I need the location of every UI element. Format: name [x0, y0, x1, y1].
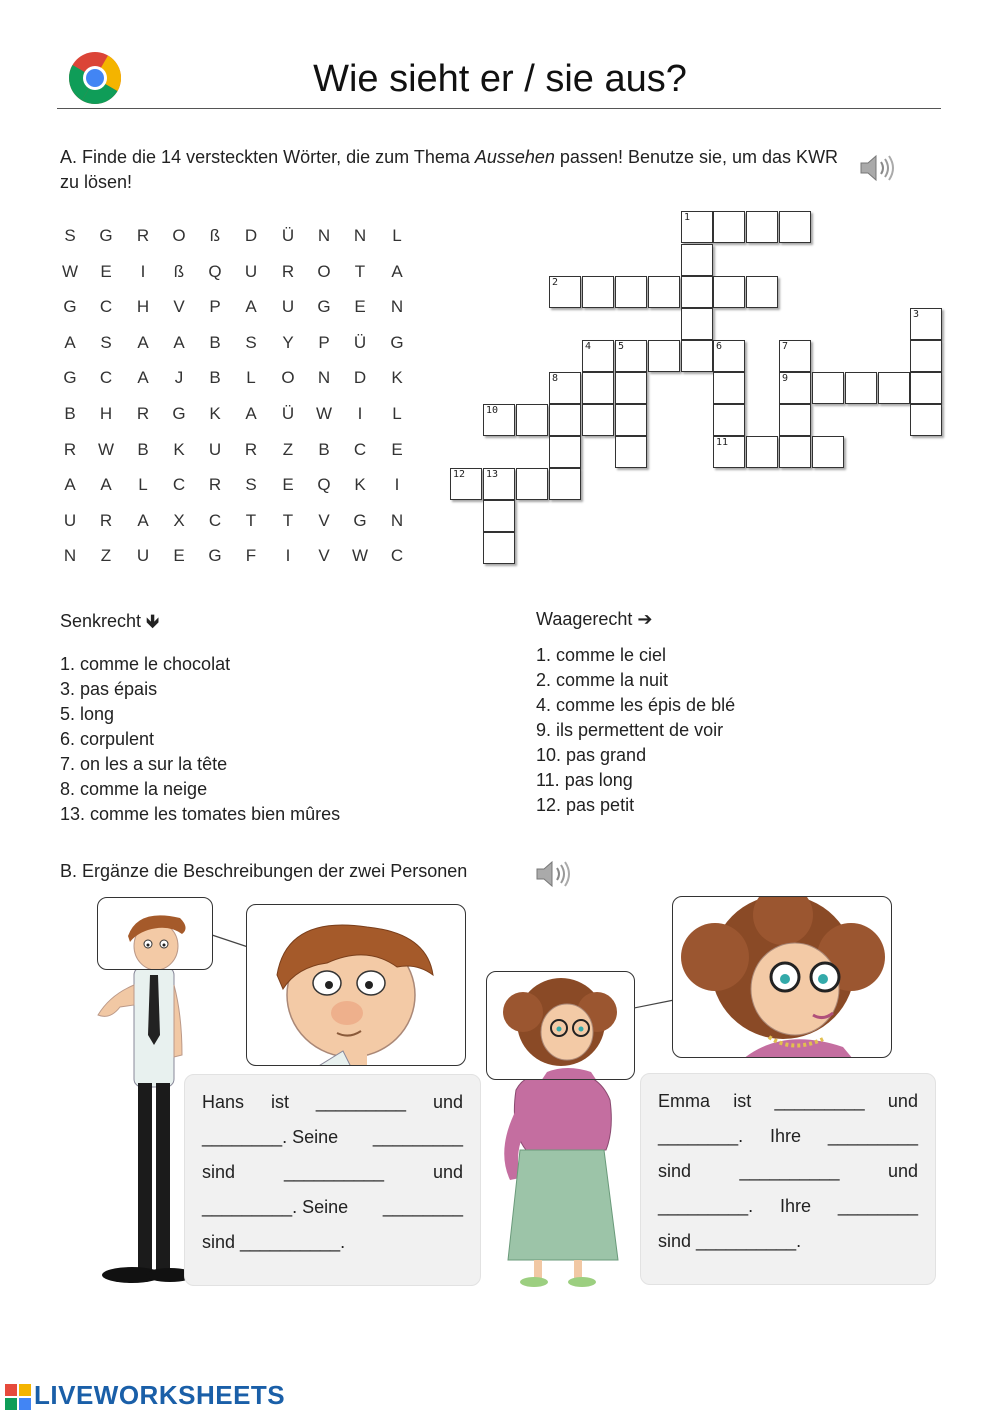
blank-input[interactable]: sind __________.: [202, 1232, 346, 1252]
speaker-icon[interactable]: [533, 858, 573, 890]
blank-input[interactable]: _________: [315, 1092, 407, 1112]
word-search-letter[interactable]: E: [391, 439, 403, 459]
crossword-number: 5: [618, 341, 625, 352]
liveworksheets-logo-icon: [5, 1384, 31, 1410]
word-search-letter[interactable]: G: [99, 226, 113, 245]
word-search-letter[interactable]: B: [209, 368, 221, 388]
word-search-letter[interactable]: E: [354, 297, 366, 317]
crossword-number: 7: [782, 341, 789, 352]
hans-face-closeup: [246, 904, 466, 1066]
crossword-cell[interactable]: [549, 404, 581, 436]
word-search-letter[interactable]: U: [244, 261, 258, 281]
blank-input[interactable]: __________: [739, 1161, 840, 1181]
word-search-letter[interactable]: C: [208, 510, 222, 530]
crossword-cell[interactable]: [615, 372, 647, 404]
emma-line-1: [658, 1084, 918, 1119]
word-search-letter[interactable]: D: [353, 368, 367, 388]
crossword-cell[interactable]: [615, 276, 647, 308]
hans-line-3: [202, 1155, 463, 1190]
crossword-number: 2: [552, 277, 559, 288]
word-search-letter[interactable]: W: [97, 439, 115, 459]
word-search-letter[interactable]: A: [64, 332, 76, 352]
text: Emma: [658, 1091, 711, 1111]
crossword-cell[interactable]: [878, 372, 910, 404]
word-search-letter[interactable]: D: [244, 226, 258, 245]
word-search-letter[interactable]: O: [281, 368, 295, 388]
word-search-letter[interactable]: C: [353, 439, 367, 459]
emma-head-thumbnail: [486, 971, 635, 1080]
crossword-cell[interactable]: [582, 404, 614, 436]
word-search-letter[interactable]: Q: [317, 475, 331, 495]
word-search-letter[interactable]: Ü: [281, 404, 295, 423]
crossword-cell[interactable]: [615, 404, 647, 436]
word-search-letter[interactable]: N: [390, 510, 404, 530]
instruction-text-2: passen! Benutze sie, um das KWR zu lösen!: [60, 147, 839, 192]
word-search-letter[interactable]: T: [282, 510, 294, 530]
crossword-cell[interactable]: [779, 372, 811, 404]
instruction-text-1: A. Finde die 14 versteckten Wörter, die zum Thema: [60, 147, 475, 167]
hans-line-1: [202, 1085, 463, 1120]
section-b-instruction: B. Ergänze die Beschreibungen der zwei Personen: [60, 861, 468, 881]
word-search-letter[interactable]: V: [173, 297, 185, 317]
crossword-cell[interactable]: [549, 468, 581, 500]
crossword-cell[interactable]: [681, 340, 713, 372]
word-search-letter[interactable]: E: [173, 546, 185, 566]
crossword-cell[interactable]: [910, 308, 942, 340]
down-arrow-icon: 🡻: [146, 611, 159, 631]
word-search-letter[interactable]: R: [136, 404, 150, 423]
section-a-instruction: [60, 145, 850, 195]
word-search-letter[interactable]: G: [63, 297, 77, 317]
word-search-letter[interactable]: R: [136, 226, 150, 245]
crossword-cell[interactable]: [450, 468, 482, 500]
page-title: Wie sieht er / sie aus?: [313, 58, 687, 100]
word-search-letter[interactable]: S: [245, 475, 257, 495]
crossword-cell[interactable]: [910, 340, 942, 372]
word-search-letter[interactable]: A: [64, 475, 76, 495]
blank-input[interactable]: __________: [283, 1162, 385, 1182]
blank-input[interactable]: ________: [382, 1197, 463, 1217]
crossword-cell[interactable]: [615, 436, 647, 468]
crossword-cell[interactable]: [779, 340, 811, 372]
crossword-number: 6: [716, 341, 723, 352]
crossword-number: 1: [684, 212, 691, 223]
word-search-letter[interactable]: O: [172, 226, 186, 245]
word-search-letter[interactable]: A: [137, 332, 149, 352]
word-search-letter[interactable]: Ü: [281, 226, 295, 245]
text: Hans: [202, 1092, 245, 1112]
crossword-cell[interactable]: [746, 436, 778, 468]
clue-item: 1. comme le ciel: [536, 645, 667, 665]
word-search-letter[interactable]: V: [318, 510, 330, 530]
clue-item: 8. comme la neige: [60, 779, 208, 799]
clue-item: 2. comme la nuit: [536, 670, 669, 690]
word-search-letter[interactable]: B: [209, 332, 221, 352]
word-search-letter[interactable]: A: [137, 368, 149, 388]
crossword-cell[interactable]: [779, 211, 811, 243]
crossword-number: 10: [486, 405, 499, 416]
text: sind: [202, 1162, 236, 1182]
blank-input[interactable]: _________.: [658, 1196, 754, 1216]
crossword-cell[interactable]: [681, 276, 713, 308]
blank-input[interactable]: _________: [774, 1091, 865, 1111]
word-search-letter[interactable]: C: [390, 546, 404, 566]
word-search-letter[interactable]: N: [63, 546, 77, 566]
crossword-cell[interactable]: [681, 211, 713, 243]
word-search-letter[interactable]: Z: [100, 546, 112, 566]
word-search-letter[interactable]: H: [136, 297, 150, 317]
crossword-number: 12: [453, 469, 466, 480]
word-search-letter[interactable]: ß: [209, 226, 221, 245]
hans-line-2: [202, 1120, 463, 1155]
crossword-cell[interactable]: [681, 244, 713, 276]
word-search-letter[interactable]: W: [61, 261, 79, 281]
footer-brand: [5, 1380, 285, 1411]
text: und: [432, 1092, 463, 1112]
crossword-cell[interactable]: [681, 308, 713, 340]
crossword-cell[interactable]: [483, 404, 515, 436]
crossword-number: 11: [716, 437, 729, 448]
clue-item: 4. comme les épis de blé: [536, 695, 736, 715]
word-search-letter[interactable]: I: [285, 546, 291, 566]
word-search-letter[interactable]: L: [392, 226, 402, 245]
clue-item: 11. pas long: [536, 770, 633, 790]
text: und: [432, 1162, 463, 1182]
word-search-letter[interactable]: B: [64, 404, 76, 423]
emma-line-2: [658, 1119, 918, 1154]
word-search-letter[interactable]: B: [318, 439, 330, 459]
crossword-cell[interactable]: [910, 404, 942, 436]
word-search-letter[interactable]: U: [136, 546, 150, 566]
crossword-cell[interactable]: [746, 211, 778, 243]
word-search-letter[interactable]: R: [281, 261, 295, 281]
crossword-cell[interactable]: [648, 340, 680, 372]
clue-item: 6. corpulent: [60, 729, 155, 749]
clue-item: 12. pas petit: [536, 795, 635, 815]
word-search-letter[interactable]: S: [100, 332, 112, 352]
hans-face-large: [247, 905, 466, 1066]
word-search-letter[interactable]: N: [390, 297, 404, 317]
word-search-letter[interactable]: K: [354, 475, 366, 495]
blank-input[interactable]: ________. Seine: [202, 1127, 339, 1147]
word-search-letter[interactable]: W: [315, 404, 333, 423]
word-search-letter[interactable]: G: [317, 297, 331, 317]
word-search-letter[interactable]: W: [351, 546, 369, 566]
word-search-letter[interactable]: K: [391, 368, 403, 388]
word-search-letter[interactable]: I: [394, 475, 400, 495]
emma-face-large: [673, 897, 892, 1058]
crossword-number: 13: [486, 469, 499, 480]
word-search-letter[interactable]: C: [172, 475, 186, 495]
word-search-letter[interactable]: A: [245, 297, 257, 317]
word-search-letter[interactable]: G: [208, 546, 222, 566]
word-search-letter[interactable]: G: [353, 510, 367, 530]
blank-input[interactable]: _________. Seine: [202, 1197, 349, 1217]
word-search-letter[interactable]: V: [318, 546, 330, 566]
crossword-cell[interactable]: [483, 468, 515, 500]
word-search-letter[interactable]: S: [64, 226, 76, 245]
crossword-cell[interactable]: [910, 372, 942, 404]
blank-input[interactable]: _________: [827, 1126, 918, 1146]
word-search-letter[interactable]: J: [174, 368, 184, 388]
hans-line-4: [202, 1190, 463, 1225]
word-search-letter[interactable]: R: [244, 439, 258, 459]
hans-head-thumbnail: [97, 897, 213, 970]
crossword-number: 3: [913, 309, 920, 320]
word-search-letter[interactable]: G: [390, 332, 404, 352]
emma-line-4: [658, 1189, 918, 1224]
crossword-cell[interactable]: [713, 211, 745, 243]
word-search-letter[interactable]: E: [100, 261, 112, 281]
brand-text: LIVEWORKSHEETS: [34, 1380, 286, 1410]
crossword-cell[interactable]: [746, 276, 778, 308]
word-search-letter[interactable]: N: [353, 226, 367, 245]
clue-item: 7. on les a sur la tête: [60, 754, 228, 774]
crossword-cell[interactable]: [582, 276, 614, 308]
clue-item: 10. pas grand: [536, 745, 647, 765]
word-search-letter[interactable]: P: [209, 297, 221, 317]
word-search-letter[interactable]: X: [173, 510, 185, 530]
crossword-cell[interactable]: [549, 372, 581, 404]
title-divider: [57, 108, 941, 109]
word-search-grid: [50, 226, 420, 586]
across-arrow-icon: ➔: [637, 609, 653, 629]
word-search-letter[interactable]: B: [137, 439, 149, 459]
crossword-cell[interactable]: [713, 340, 745, 372]
crossword-cell[interactable]: [779, 436, 811, 468]
across-title: Waagerecht: [536, 609, 633, 629]
blank-input[interactable]: sind __________.: [658, 1231, 802, 1251]
word-search-letter[interactable]: S: [245, 332, 257, 352]
crossword-cell[interactable]: [713, 372, 745, 404]
clue-item: 3. pas épais: [60, 679, 158, 699]
emma-line-3: [658, 1154, 918, 1189]
crossword-cell[interactable]: [812, 436, 844, 468]
clue-item: 13. comme les tomates bien mûres: [60, 804, 341, 824]
word-search-letter[interactable]: U: [208, 439, 222, 459]
crossword-cell[interactable]: [549, 276, 581, 308]
word-search-letter[interactable]: O: [317, 261, 331, 281]
word-search-letter[interactable]: K: [209, 404, 221, 423]
word-search-letter[interactable]: U: [281, 297, 295, 317]
text: ist: [270, 1092, 289, 1112]
crossword-cell[interactable]: [516, 404, 548, 436]
word-search-letter[interactable]: A: [100, 475, 112, 495]
word-search-letter[interactable]: C: [99, 297, 113, 317]
word-search-letter[interactable]: L: [138, 475, 148, 495]
hans-description-panel: [184, 1074, 481, 1286]
crossword-cell[interactable]: [582, 372, 614, 404]
word-search-letter[interactable]: N: [317, 368, 331, 388]
blank-input[interactable]: ________: [837, 1196, 918, 1216]
word-search-letter[interactable]: G: [172, 404, 186, 423]
crossword-cell[interactable]: [615, 340, 647, 372]
word-search-letter[interactable]: R: [208, 475, 222, 495]
word-search-letter[interactable]: Ü: [353, 332, 367, 352]
crossword-number: 4: [585, 341, 592, 352]
text: Ihre: [779, 1196, 812, 1216]
word-search-letter[interactable]: A: [137, 510, 149, 530]
clue-item: 1. comme le chocolat: [60, 654, 231, 674]
clue-item: 9. ils permettent de voir: [536, 720, 724, 740]
speaker-icon[interactable]: [857, 152, 897, 184]
crossword-cell[interactable]: [779, 404, 811, 436]
word-search-letter[interactable]: H: [99, 404, 113, 423]
word-search-letter[interactable]: F: [245, 546, 257, 566]
hans-line-5: [202, 1225, 463, 1260]
crossword-cell[interactable]: [713, 276, 745, 308]
word-search-letter[interactable]: G: [63, 368, 77, 388]
crossword-cell[interactable]: [582, 340, 614, 372]
crossword-number: 8: [552, 373, 559, 384]
crossword-cell[interactable]: [845, 372, 877, 404]
crossword-cell[interactable]: [713, 404, 745, 436]
crossword-cell[interactable]: [812, 372, 844, 404]
word-search-letter[interactable]: E: [282, 475, 294, 495]
word-search-letter[interactable]: I: [357, 404, 363, 423]
word-search-letter[interactable]: A: [173, 332, 185, 352]
emma-face-closeup: [672, 896, 892, 1058]
clue-item: 5. long: [60, 704, 115, 724]
word-search-letter[interactable]: K: [173, 439, 185, 459]
word-search-letter[interactable]: L: [246, 368, 256, 388]
crossword-number: 9: [782, 373, 789, 384]
blank-input[interactable]: _________: [372, 1127, 463, 1147]
blank-input[interactable]: ________.: [658, 1126, 744, 1146]
word-search-letter[interactable]: T: [245, 510, 257, 530]
text: und: [887, 1091, 918, 1111]
word-search-letter[interactable]: A: [391, 261, 403, 281]
across-clues: [536, 609, 956, 818]
crossword-cell[interactable]: [549, 436, 581, 468]
crossword-cell[interactable]: [516, 468, 548, 500]
word-search-letter[interactable]: Q: [208, 261, 222, 281]
emma-description-panel: [640, 1073, 936, 1285]
word-search-letter[interactable]: Z: [282, 439, 294, 459]
instruction-emphasis: Aussehen: [474, 147, 555, 167]
word-search-letter[interactable]: Y: [282, 332, 294, 352]
word-search-letter[interactable]: T: [354, 261, 366, 281]
word-search-letter[interactable]: I: [140, 261, 146, 281]
down-title: Senkrecht: [60, 611, 142, 631]
word-search-letter[interactable]: U: [63, 510, 77, 530]
crossword-cell[interactable]: [648, 276, 680, 308]
emma-line-5: [658, 1224, 918, 1259]
word-search-letter[interactable]: R: [99, 510, 113, 530]
crossword-cell[interactable]: [483, 500, 515, 532]
word-search-letter[interactable]: N: [317, 226, 331, 245]
down-clues: [60, 609, 480, 827]
crossword-cell[interactable]: [483, 532, 515, 564]
emma-face-small: [487, 972, 635, 1080]
word-search-letter[interactable]: A: [245, 404, 257, 423]
emma-connector-line: [634, 990, 676, 1010]
text: ist: [733, 1091, 752, 1111]
word-search-letter[interactable]: C: [99, 368, 113, 388]
hans-face-small: [98, 898, 213, 970]
crossword-cell[interactable]: [713, 436, 745, 468]
text: Ihre: [769, 1126, 801, 1146]
word-search-letter[interactable]: ß: [173, 261, 185, 281]
word-search-letter[interactable]: P: [318, 332, 330, 352]
text: sind: [658, 1161, 692, 1181]
word-search-letter[interactable]: L: [392, 404, 402, 423]
word-search-letter[interactable]: R: [63, 439, 77, 459]
text: und: [887, 1161, 918, 1181]
